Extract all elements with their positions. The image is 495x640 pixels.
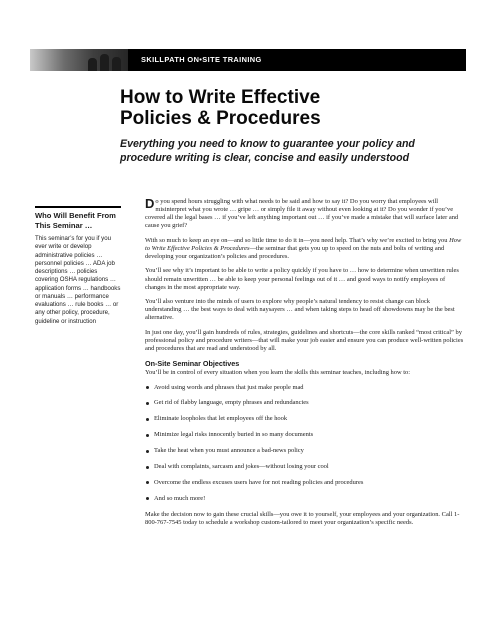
objective-text: Avoid using words and phrases that just make people mad <box>154 383 304 391</box>
objective-item <box>145 463 467 471</box>
bullet-dot-icon <box>146 497 149 500</box>
objectives-list <box>145 384 467 503</box>
bullet-dot-icon <box>146 386 149 389</box>
page-title <box>120 87 480 129</box>
objective-text: Take the heat when you must announce a bad-news policy <box>154 447 304 455</box>
objective-item <box>145 415 467 423</box>
sidebar-box <box>35 206 121 326</box>
intro-paragraph <box>145 198 467 230</box>
objectives-heading: On-Site Seminar Objectives <box>145 359 240 369</box>
objective-text: Deal with complaints, sarcasm and jokes—without losing your cool <box>154 463 329 470</box>
sidebar-heading: Who Will Benefit From This Seminar … <box>35 211 116 230</box>
objective-item <box>145 447 467 455</box>
header-banner: SKILLPATH ON•SITE TRAINING <box>128 49 466 71</box>
body-copy <box>145 198 467 533</box>
objective-item <box>145 431 467 439</box>
paragraph-2-text-a: With so much to keep an eye on—and so little time to do it in—you need help. That’s why we’re excited to bring you <box>145 236 450 244</box>
bullet-dot-icon <box>146 466 149 469</box>
objective-item <box>145 479 467 487</box>
objective-text: Minimize legal risks innocently buried in so many documents <box>154 431 314 439</box>
bullet-dot-icon <box>146 481 149 484</box>
bullet-dot-icon <box>146 450 149 453</box>
objective-item <box>145 384 467 392</box>
header-photo <box>30 49 128 71</box>
seminar-title-italic: How to Write Effective Policies & Procedures <box>145 236 462 252</box>
paragraph-2 <box>145 237 467 261</box>
title-line-1: How to Write Effective <box>120 87 321 108</box>
paragraph-1: o you spend hours struggling with what needs to be said and how to say it? Do you worry that employees will misinterpret what you wrote … gripe … or simply file it away without even looking at it? Do you wonder if you’ve covered all the legal bases … if you’ve left anything important out … if you’ve made a mistake that will surface later and cause you grief? <box>145 198 459 230</box>
paragraph-3: You’ll see why it’s important to be able to write a policy quickly if you have to … how to determine when unwritten rules should remain unwritten … be able to keep your personal feelings out of it … and good ways to notify employees of changes in the most appropriate way. <box>145 267 459 291</box>
bullet-dot-icon <box>146 418 149 421</box>
title-line-2: Policies & Procedures <box>120 108 321 129</box>
photo-figure <box>112 57 121 71</box>
objective-text: Get rid of flabby language, empty phrases and redundancies <box>154 399 309 407</box>
objective-item <box>145 495 467 503</box>
drop-cap: D <box>145 196 155 211</box>
objective-text: And so much more! <box>154 494 206 502</box>
objectives-intro: You’ll be in control of every situation when you learn the skills this seminar teaches, including how to: <box>145 369 411 377</box>
objective-text: Eliminate loopholes that let employees off the hook <box>154 415 288 423</box>
bullet-dot-icon <box>146 402 149 405</box>
paragraph-2-text-b: —the seminar that gets you up to speed on the nuts and bolts of writing and developing your organization’s policies and procedures. <box>145 244 445 260</box>
paragraph-5: In just one day, you’ll gain hundreds of rules, strategies, guidelines and shortcuts—the core skills ranked “most critical” by professional policy and procedure writers—that will make your job easier and ensure you can produce well-written policies and procedures that are read and understood by all. <box>145 328 464 352</box>
bullet-dot-icon <box>146 434 149 437</box>
objective-item <box>145 399 467 407</box>
page-subtitle: Everything you need to know to guarantee your policy and procedure writing is clear, concise and easily understood <box>120 138 415 164</box>
photo-figure <box>88 58 97 71</box>
objective-text: Overcome the endless excuses users have for not reading policies and procedures <box>154 478 364 486</box>
closing-paragraph: Make the decision now to gain these crucial skills—you owe it to yourself, your employees and your organization. Call 1-800-767-7545 today to schedule a workshop custom-tailored to meet your organization’s specific needs. <box>145 510 460 526</box>
sidebar-text: This seminar’s for you if you ever write or develop administrative policies … personnel policies … ADA job descriptions … policies covering OSHA regulations … application forms … handbooks or manuals … performance evaluations … rule books … or any other policy, procedure, guideline or instruction <box>35 235 121 325</box>
photo-figure <box>100 54 109 71</box>
paragraph-4: You’ll also venture into the minds of users to explore why people’s natural tendency to resist change can block understanding … the best ways to deal with naysayers … and when taking steps to head off showdowns may be the best alternative. <box>145 298 455 322</box>
